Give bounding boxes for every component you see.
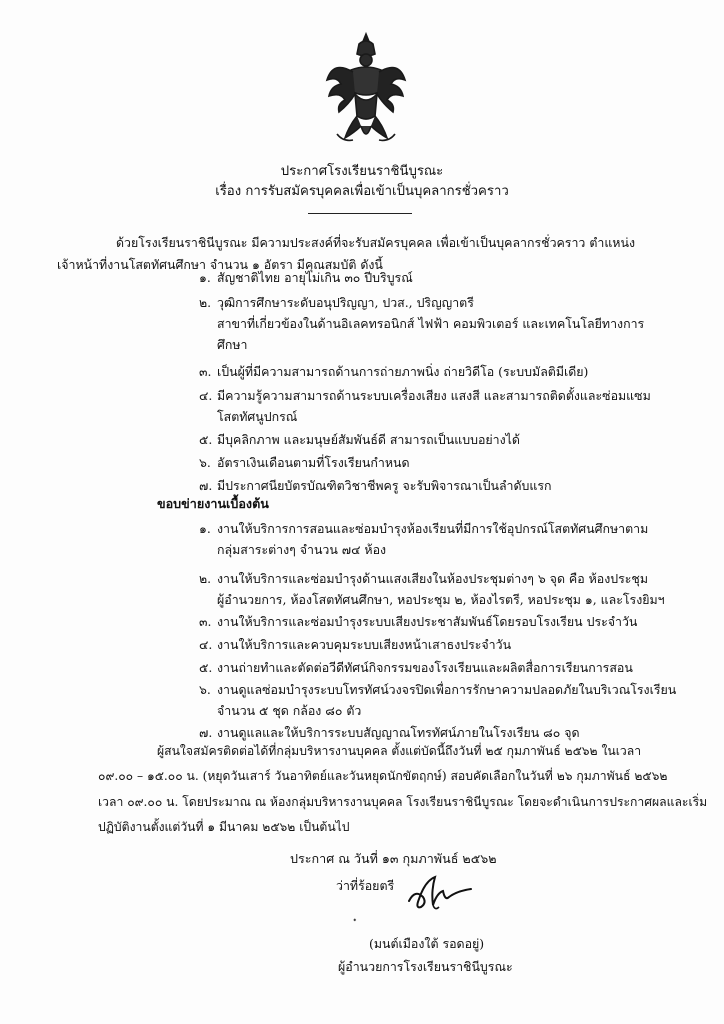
item-number: ๗. <box>199 478 213 493</box>
intro-line-1: ด้วยโรงเรียนราชินีบูรณะ มีความประสงค์ที่จะรับสมัครบุคคล เพื่อเข้าเป็นบุคลากรชั่วคราว ตำแหน่ง <box>116 235 635 250</box>
contact-line-3: เวลา ๐๙.๐๐ น. โดยประมาณ ณ ห้องกลุ่มบริหารงานบุคคล โรงเรียนราชินีบูรณะ โดยจะดำเนินการประกาศผลและเริ่ม <box>98 795 708 809</box>
announcement-title: ประกาศโรงเรียนราชินีบูรณะ <box>280 164 444 179</box>
item-number: ๖. <box>199 682 211 697</box>
signer-name: (มนต์เมืองใต้ รอดอยู่) <box>369 936 485 951</box>
contact-line-1: ผู้สนใจสมัครติดต่อได้ที่กลุ่มบริหารงานบุคคล ตั้งแต่บัดนี้ถึงวันที่ ๒๕ กุมภาพันธ์ ๒๕๖๒ ในเวลา <box>157 744 642 758</box>
duty-item <box>199 722 580 743</box>
handwritten-signature-icon <box>405 867 473 917</box>
duty-item <box>199 634 511 655</box>
duties-heading: ขอบข่ายงานเบื้องต้น <box>157 496 269 511</box>
item-number: ๗. <box>199 725 213 740</box>
item-text: ศึกษา <box>217 337 248 352</box>
qualification-item <box>199 267 413 288</box>
announcement-date: ประกาศ ณ วันที่ ๑๓ กุมภาพันธ์ ๒๕๖๒ <box>290 851 497 866</box>
duty-item <box>199 611 637 632</box>
item-number: ๒. <box>199 571 212 586</box>
item-text: สาขาที่เกี่ยวข้องในด้านอิเลคทรอนิกส์ ไฟฟ้า คอมพิวเตอร์ และเทคโนโลยีทางการ <box>217 316 645 331</box>
item-number: ๔. <box>199 388 213 403</box>
duty-item <box>199 679 676 721</box>
item-text: สัญชาติไทย อายุไม่เกิน ๓๐ ปีบริบูรณ์ <box>217 270 413 285</box>
item-text: จำนวน ๕ ชุด กล้อง ๘๐ ตัว <box>217 703 362 718</box>
qualification-item <box>199 475 552 496</box>
item-number: ๑. <box>199 521 211 536</box>
contact-line-2: ๐๙.๐๐ – ๑๕.๐๐ น. (หยุดวันเสาร์ วันอาทิตย์และวันหยุดนักขัตฤกษ์) สอบคัดเลือกในวันที่ ๒๖ กุมภาพันธ์ ๒๕๖๒ <box>98 769 668 783</box>
item-number: ๔. <box>199 637 213 652</box>
qualification-item <box>199 361 588 382</box>
qualification-item <box>199 429 520 450</box>
garuda-emblem-icon <box>323 30 409 148</box>
duty-item <box>199 568 665 610</box>
qualification-item <box>199 452 410 473</box>
item-number: ๓. <box>199 614 212 629</box>
item-number: ๕. <box>199 660 213 675</box>
item-number: ๒. <box>199 295 212 310</box>
item-number: ๓. <box>199 364 212 379</box>
item-number: ๖. <box>199 455 211 470</box>
item-text: งานดูแลซ่อมบำรุงระบบโทรทัศน์วงจรปิดเพื่อการรักษาความปลอดภัยในบริเวณโรงเรียน <box>217 682 677 697</box>
contact-line-4: ปฏิบัติงานตั้งแต่วันที่ ๑ มีนาคม ๒๕๖๒ เป็นต้นไป <box>98 820 350 834</box>
item-text: กลุ่มสาระต่างๆ จำนวน ๗๔ ห้อง <box>217 542 387 557</box>
item-text: งานให้บริการการสอนและซ่อมบำรุงห้องเรียนที่มีการใช้อุปกรณ์โสตทัศนศึกษาตาม <box>217 521 649 536</box>
item-text: โสตทัศนูปกรณ์ <box>217 409 298 424</box>
item-text: ผู้อำนวยการ, ห้องโสตทัศนศึกษา, หอประชุม ๒, ห้องไรตรี, หอประชุม ๑, และโรงยิมฯ <box>217 592 665 607</box>
item-text: เป็นผู้ที่มีความสามารถด้านการถ่ายภาพนิ่ง ถ่ายวิดีโอ (ระบบมัลติมีเดีย) <box>217 364 589 379</box>
item-text: งานถ่ายทำและตัดต่อวีดีทัศน์กิจกรรมของโรงเรียนและผลิตสื่อการเรียนการสอน <box>217 660 633 675</box>
item-number: ๕. <box>199 432 213 447</box>
item-text: มีบุคลิกภาพ และมนุษย์สัมพันธ์ดี สามารถเป็นแบบอย่างได้ <box>217 432 520 447</box>
item-text: งานให้บริการและซ่อมบำรุงด้านแสงเสียงในห้องประชุมต่างๆ ๖ จุด คือ ห้องประชุม <box>217 571 649 586</box>
qualification-item <box>199 292 644 355</box>
signer-position: ผู้อำนวยการโรงเรียนราชินีบูรณะ <box>338 959 513 974</box>
duty-item <box>199 518 648 560</box>
item-number: ๑. <box>199 270 211 285</box>
signer-rank: ว่าที่ร้อยตรี <box>336 878 395 893</box>
item-text: วุฒิการศึกษาระดับอนุปริญญา, ปวส., ปริญญาตรี <box>217 295 474 310</box>
qualification-item <box>199 385 651 427</box>
item-text: อัตราเงินเดือนตามที่โรงเรียนกำหนด <box>217 455 410 470</box>
item-text: งานดูแลและให้บริการระบบสัญญาณโทรทัศน์ภายในโรงเรียน ๘๐ จุด <box>217 725 580 740</box>
item-text: มีความรู้ความสามารถด้านระบบเครื่องเสียง แสงสี และสามารถติดตั้งและซ่อมแซม <box>217 388 651 403</box>
announcement-subject: เรื่อง การรับสมัครบุคคลเพื่อเข้าเป็นบุคลากรชั่วคราว <box>215 184 509 199</box>
item-text: งานให้บริการและควบคุมระบบเสียงหน้าเสาธงประจำวัน <box>217 637 512 652</box>
title-divider <box>308 213 412 214</box>
duty-item <box>199 657 633 678</box>
intro-line-2: เจ้าหน้าที่งานโสตทัศนศึกษา จำนวน ๑ อัตรา มีคุณสมบัติ ดังนี้ <box>57 257 383 272</box>
item-text: งานให้บริการและซ่อมบำรุงระบบเสียงประชาสัมพันธ์โดยรอบโรงเรียน ประจำวัน <box>217 614 638 629</box>
item-text: มีประกาศนียบัตรบัณฑิตวิชาชีพครู จะรับพิจารณาเป็นลำดับแรก <box>217 478 552 493</box>
